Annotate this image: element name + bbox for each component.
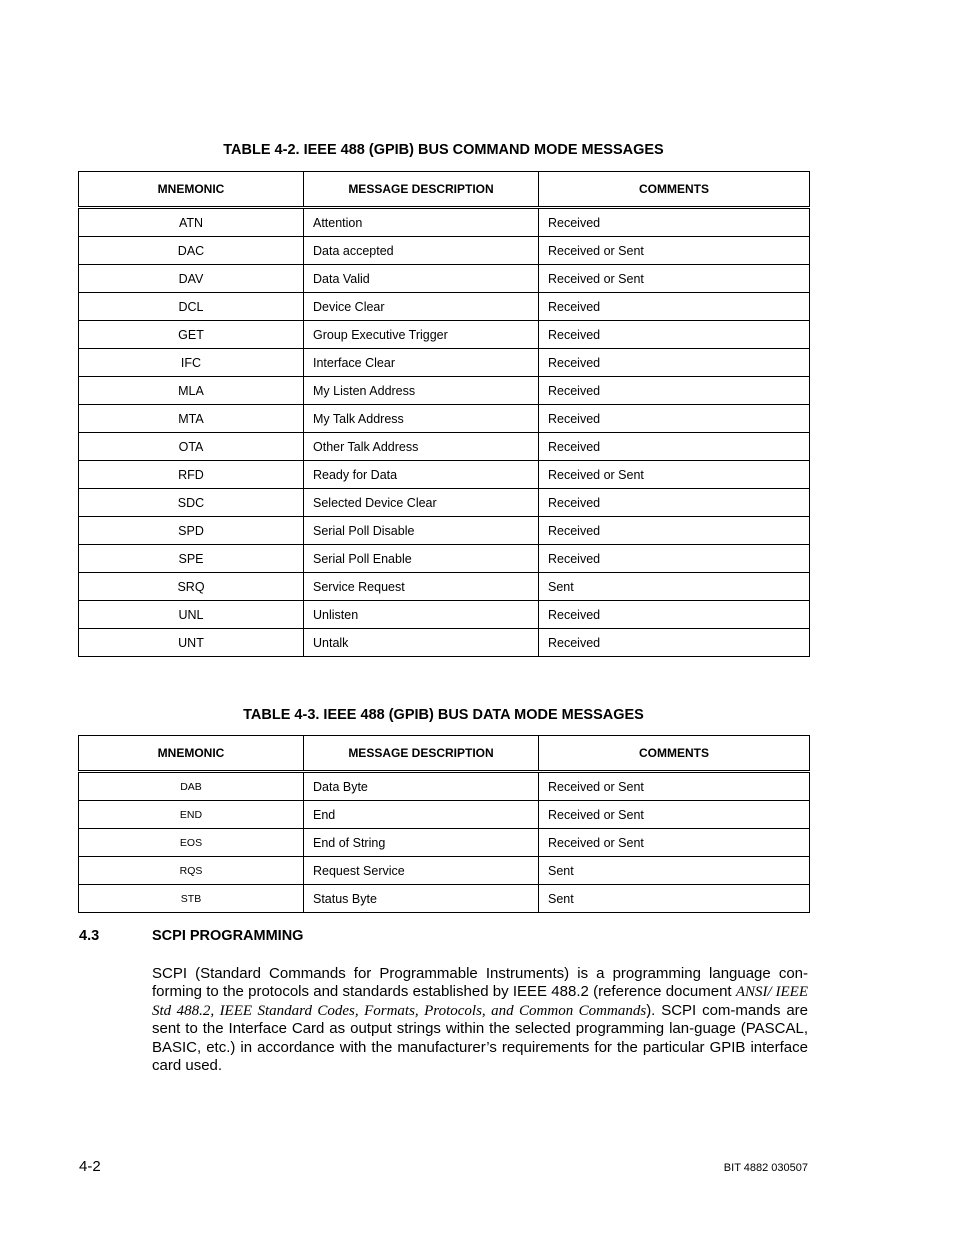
cell-mnemonic: EOS [79, 829, 304, 857]
cell-mnemonic: MLA [79, 377, 304, 405]
table-4-2-caption: TABLE 4-2. IEEE 488 (GPIB) BUS COMMAND MODE MESSAGES [223, 142, 664, 158]
cell-message-description: Data Valid [304, 265, 539, 293]
table-row [79, 857, 810, 885]
table-row [79, 265, 810, 293]
table-row [79, 293, 810, 321]
table-row [79, 237, 810, 265]
cell-mnemonic: SRQ [79, 573, 304, 601]
cell-mnemonic: DAV [79, 265, 304, 293]
cell-mnemonic: OTA [79, 433, 304, 461]
header-mnemonic: MNEMONIC [79, 736, 304, 772]
cell-message-description: Selected Device Clear [304, 489, 539, 517]
cell-comments: Received [539, 517, 810, 545]
cell-mnemonic: SPE [79, 545, 304, 573]
header-message-description: MESSAGE DESCRIPTION [304, 736, 539, 772]
cell-comments: Received [539, 208, 810, 237]
table-row [79, 208, 810, 237]
cell-message-description: Status Byte [304, 885, 539, 913]
table-row [79, 629, 810, 657]
table-row [79, 885, 810, 913]
cell-mnemonic: DCL [79, 293, 304, 321]
cell-message-description: Serial Poll Enable [304, 545, 539, 573]
cell-message-description: Serial Poll Disable [304, 517, 539, 545]
data-mode-messages-table [78, 735, 810, 913]
cell-message-description: Unlisten [304, 601, 539, 629]
cell-comments: Sent [539, 857, 810, 885]
table-row [79, 573, 810, 601]
table-row [79, 489, 810, 517]
table-row [79, 321, 810, 349]
cell-mnemonic: DAC [79, 237, 304, 265]
cell-message-description: Data accepted [304, 237, 539, 265]
cell-message-description: Attention [304, 208, 539, 237]
cell-comments: Received [539, 601, 810, 629]
table-row [79, 377, 810, 405]
cell-mnemonic: IFC [79, 349, 304, 377]
cell-comments: Received [539, 321, 810, 349]
cell-mnemonic: UNT [79, 629, 304, 657]
document-id: BIT 4882 030507 [723, 1162, 808, 1174]
cell-mnemonic: UNL [79, 601, 304, 629]
header-mnemonic: MNEMONIC [79, 172, 304, 208]
header-message-description: MESSAGE DESCRIPTION [304, 172, 539, 208]
cell-message-description: My Talk Address [304, 405, 539, 433]
table-header-row [79, 172, 810, 208]
cell-mnemonic: STB [79, 885, 304, 913]
cell-message-description: Request Service [304, 857, 539, 885]
cell-mnemonic: SDC [79, 489, 304, 517]
cell-comments: Received or Sent [539, 237, 810, 265]
table-row [79, 829, 810, 857]
cell-comments: Received [539, 349, 810, 377]
cell-message-description: Other Talk Address [304, 433, 539, 461]
table-row [79, 772, 810, 801]
cell-mnemonic: SPD [79, 517, 304, 545]
cell-comments: Received [539, 377, 810, 405]
cell-message-description: Device Clear [304, 293, 539, 321]
cell-mnemonic: RQS [79, 857, 304, 885]
table-row [79, 801, 810, 829]
cell-comments: Received [539, 489, 810, 517]
cell-message-description: Service Request [304, 573, 539, 601]
cell-mnemonic: MTA [79, 405, 304, 433]
command-mode-messages-table [78, 171, 810, 657]
cell-mnemonic: GET [79, 321, 304, 349]
cell-comments: Received [539, 545, 810, 573]
cell-message-description: End of String [304, 829, 539, 857]
table-row [79, 433, 810, 461]
cell-comments: Received or Sent [539, 801, 810, 829]
table-row [79, 405, 810, 433]
header-comments: COMMENTS [539, 172, 810, 208]
cell-comments: Sent [539, 573, 810, 601]
cell-message-description: Group Executive Trigger [304, 321, 539, 349]
cell-comments: Received [539, 405, 810, 433]
cell-comments: Received or Sent [539, 265, 810, 293]
cell-comments: Received or Sent [539, 461, 810, 489]
cell-comments: Sent [539, 885, 810, 913]
table-row [79, 461, 810, 489]
paragraph-text-start: SCPI (Standard Commands for Programmable Instruments) is a programming language con-forming to the protocols and standards established by IEEE 488.2 (reference document [152, 965, 808, 1001]
table-row [79, 517, 810, 545]
paragraph-reference-document: ANSI/ IEEE Std 488.2, IEEE Standard Codes, Formats, Protocols, and Common Commands [152, 984, 808, 1019]
cell-message-description: Data Byte [304, 772, 539, 801]
cell-comments: Received [539, 293, 810, 321]
table-header-row [79, 736, 810, 772]
cell-mnemonic: DAB [79, 772, 304, 801]
paragraph-text-end: ). SCPI com-mands are sent to the Interface Card as output strings within the selected programming lan-guage (PASCAL, BASIC, etc.) in accordance with the manufacturer’s requirements for the particular GPIB interface card used. [152, 1001, 808, 1075]
section-paragraph [152, 965, 808, 1075]
table-row [79, 545, 810, 573]
section-number: 4.3 [79, 928, 100, 944]
cell-message-description: Interface Clear [304, 349, 539, 377]
cell-mnemonic: END [79, 801, 304, 829]
cell-comments: Received [539, 433, 810, 461]
section-title: SCPI PROGRAMMING [152, 928, 304, 944]
page-number: 4-2 [79, 1158, 101, 1175]
cell-comments: Received or Sent [539, 772, 810, 801]
cell-message-description: Ready for Data [304, 461, 539, 489]
cell-message-description: Untalk [304, 629, 539, 657]
cell-message-description: My Listen Address [304, 377, 539, 405]
table-4-3-caption: TABLE 4-3. IEEE 488 (GPIB) BUS DATA MODE MESSAGES [243, 707, 644, 723]
cell-mnemonic: RFD [79, 461, 304, 489]
table-row [79, 349, 810, 377]
header-comments: COMMENTS [539, 736, 810, 772]
cell-message-description: End [304, 801, 539, 829]
cell-comments: Received or Sent [539, 829, 810, 857]
table-row [79, 601, 810, 629]
cell-mnemonic: ATN [79, 208, 304, 237]
cell-comments: Received [539, 629, 810, 657]
